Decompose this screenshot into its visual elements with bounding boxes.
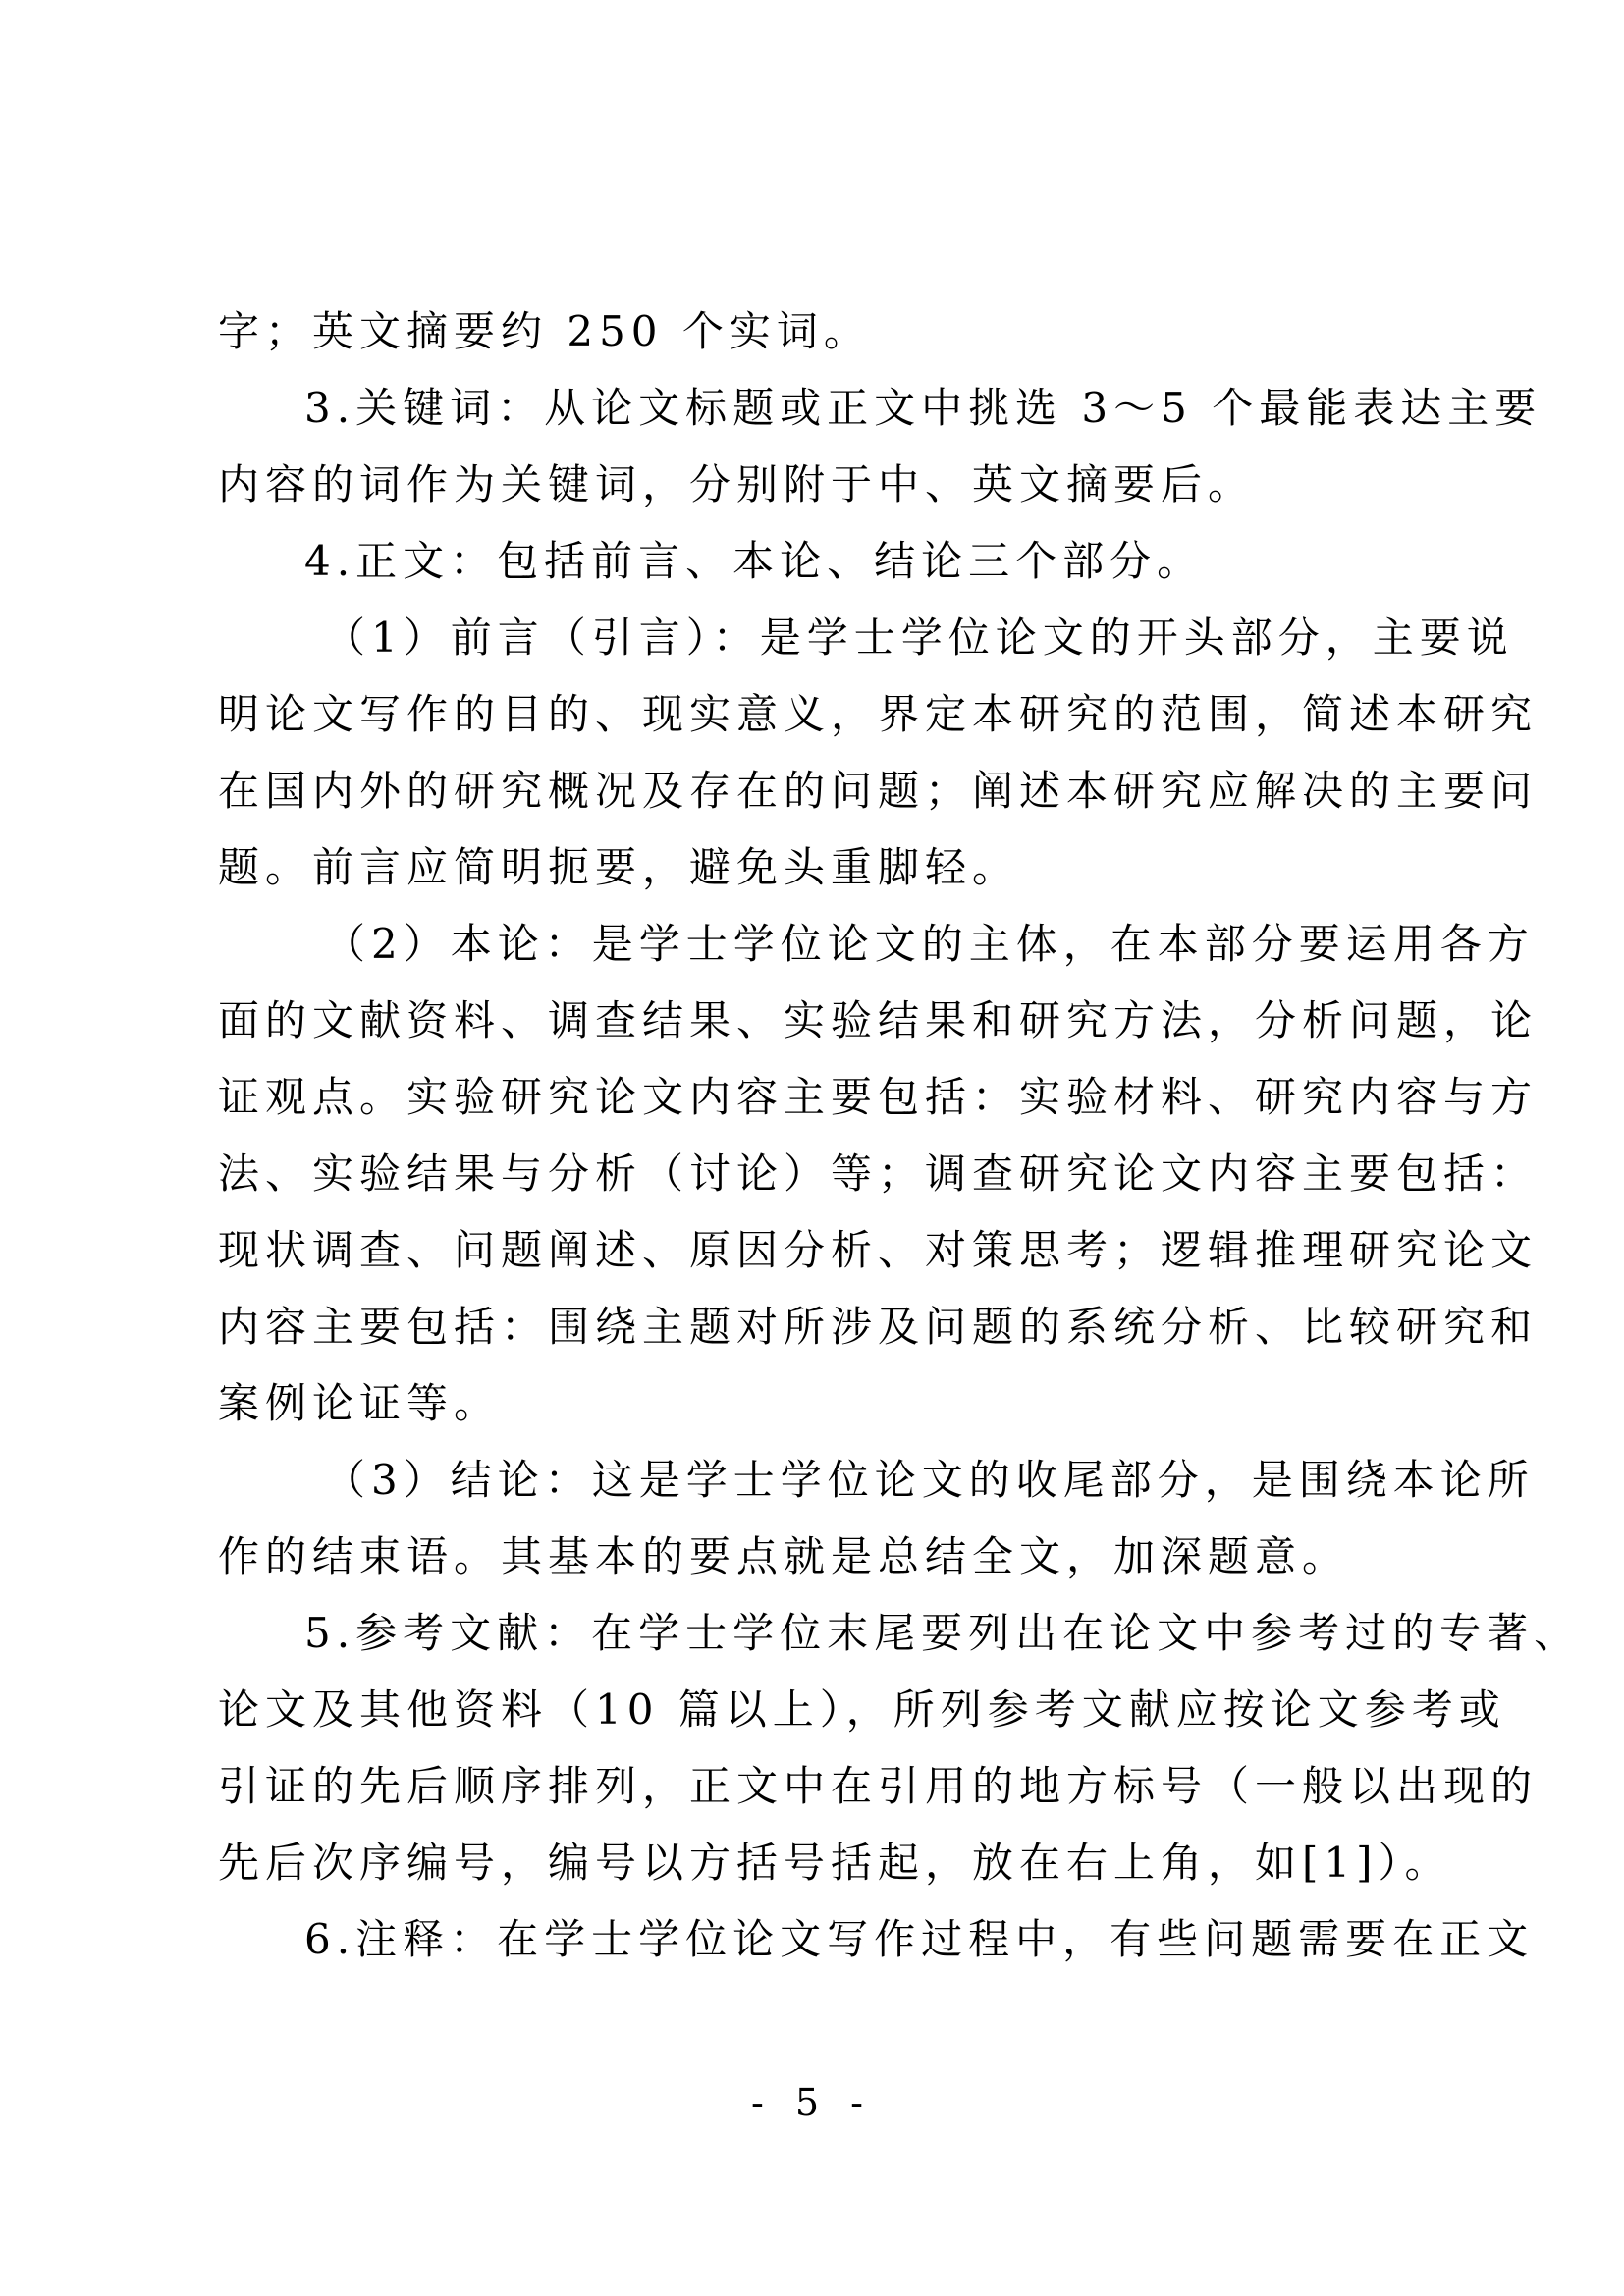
section-4-body: 4.正文：包括前言、本论、结论三个部分。 (304, 537, 1205, 585)
body-text-line: 内容的词作为关键词，分别附于中、英文摘要后。 (218, 460, 1256, 508)
body-text-line: 案例论证等。 (218, 1379, 502, 1427)
body-text-line: 证观点。实验研究论文内容主要包括：实验材料、研究内容与方 (218, 1073, 1539, 1121)
section-6-notes: 6.注释：在学士学位论文写作过程中，有些问题需要在正文 (304, 1915, 1535, 1963)
body-text-line: 法、实验结果与分析（讨论）等；调查研究论文内容主要包括： (218, 1149, 1539, 1198)
body-text-line: 字；英文摘要约 250 个实词。 (218, 307, 871, 355)
body-text-line: 先后次序编号，编号以方括号括起，放在右上角，如[1]）。 (218, 1839, 1452, 1887)
subsection-1-preface: （1）前言（引言）：是学士学位论文的开头部分，主要说 (324, 614, 1514, 662)
subsection-2-main: （2）本论：是学士学位论文的主体，在本部分要运用各方 (324, 920, 1535, 968)
body-text-line: 现状调查、问题阐述、原因分析、对策思考；逻辑推理研究论文 (218, 1226, 1539, 1274)
body-text-line: 作的结束语。其基本的要点就是总结全文，加深题意。 (218, 1532, 1350, 1580)
body-text-line: 内容主要包括：围绕主题对所涉及问题的系统分析、比较研究和 (218, 1303, 1539, 1351)
subsection-3-conclusion: （3）结论：这是学士学位论文的收尾部分，是围绕本论所 (324, 1456, 1535, 1504)
section-5-references: 5.参考文献：在学士学位末尾要列出在论文中参考过的专著、 (304, 1609, 1582, 1657)
body-text-line: 在国内外的研究概况及存在的问题；阐述本研究应解决的主要问 (218, 767, 1539, 815)
body-text-line: 论文及其他资料（10 篇以上），所列参考文献应按论文参考或 (218, 1685, 1506, 1734)
body-text-line: 题。前言应简明扼要，避免头重脚轻。 (218, 843, 1020, 891)
body-text-line: 引证的先后顺序排列，正文中在引用的地方标号（一般以出现的 (218, 1762, 1539, 1810)
body-text-line: 面的文献资料、调查结果、实验结果和研究方法，分析问题，论 (218, 996, 1539, 1044)
body-text-line: 明论文写作的目的、现实意义，界定本研究的范围，简述本研究 (218, 690, 1539, 738)
page-number: - 5 - (750, 2081, 873, 2124)
section-3-keywords: 3.关键词：从论文标题或正文中挑选 3～5 个最能表达主要 (304, 384, 1543, 432)
